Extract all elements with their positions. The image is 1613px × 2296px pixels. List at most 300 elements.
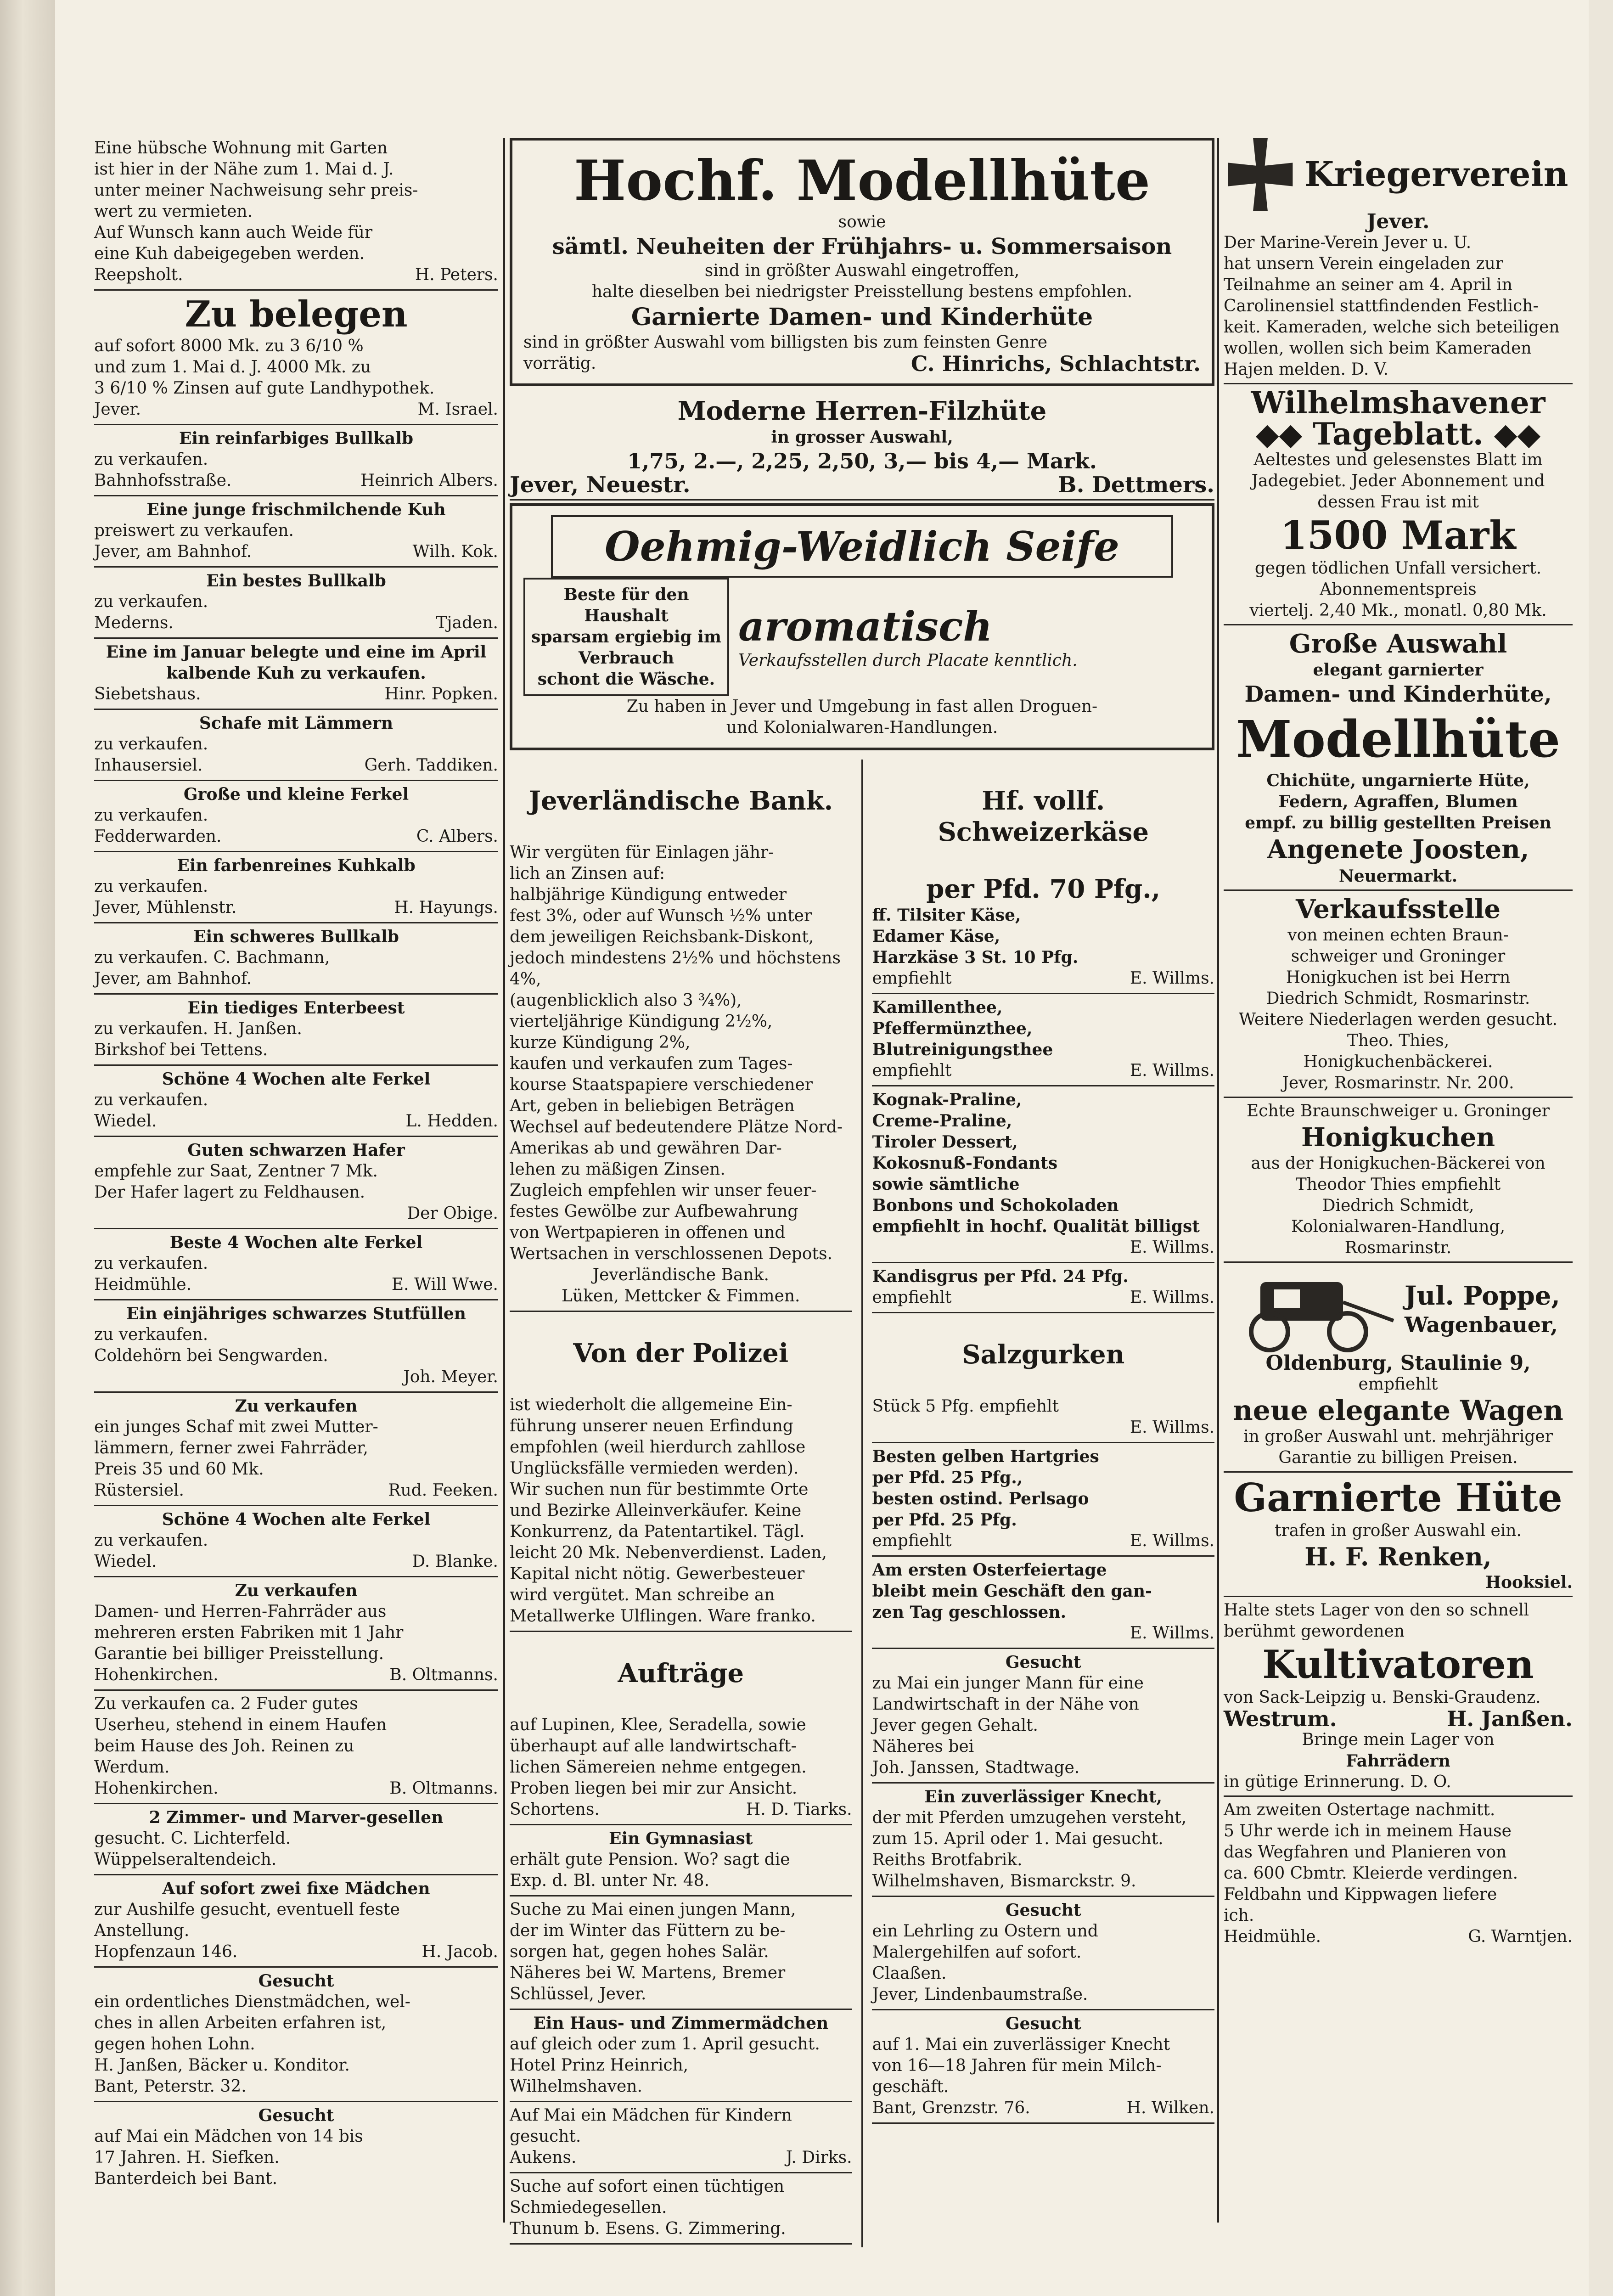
ad-body <box>1224 232 1573 380</box>
classified-ad <box>94 997 498 1061</box>
ad-text: zu verkaufen. <box>94 1254 208 1273</box>
ad-title: Aufträge <box>618 1658 744 1688</box>
ad-text: empfohlen (weil hierdurch zahllose <box>510 1438 806 1457</box>
divider <box>872 1312 1214 1313</box>
ad-signature-row <box>872 1531 1214 1552</box>
divider <box>1224 624 1573 625</box>
ad-text: zum 15. April oder 1. Mai gesucht. <box>872 1829 1163 1848</box>
classified-ad-mann <box>510 1899 852 2005</box>
ad-text: Pfeffermünzthee, <box>872 1019 1033 1038</box>
divider <box>872 1442 1214 1443</box>
classified-ad <box>94 926 498 990</box>
ad-text: zu verkaufen. H. Janßen. <box>94 1019 302 1038</box>
ad-text: Der Hafer lagert zu Feldhausen. <box>94 1183 365 1202</box>
ad-subtitle: in grosser Auswahl, <box>771 428 953 447</box>
ad-text: Theodor Thies empfiehlt <box>1295 1175 1501 1194</box>
classified-ad-bank <box>510 785 852 1307</box>
classified-ad <box>94 713 498 776</box>
classified-ad <box>94 1396 498 1501</box>
column-middle <box>510 138 1214 2247</box>
ad-signature-row <box>94 470 498 491</box>
book-spine <box>0 0 57 2296</box>
ad-signature: H. Peters. <box>415 265 498 284</box>
ad-text: zu verkaufen. <box>94 1531 208 1550</box>
ad-subtitle: elegant garnierter <box>1313 660 1484 680</box>
ad-title: Ein Haus- und Zimmermädchen <box>533 2014 829 2033</box>
ad-heading: Eine junge frischmilchende Kuh <box>146 500 446 519</box>
ad-signature: Angenete Joosten, <box>1267 834 1529 865</box>
ad-text: sind in größter Auswahl eingetroffen, <box>704 261 1020 280</box>
divider <box>94 637 498 639</box>
ad-signature: E. Will Wwe. <box>391 1275 498 1294</box>
ad-text: Jever, Lindenbaumstraße. <box>872 1985 1088 2004</box>
divider <box>1224 1471 1573 1473</box>
ad-text: Preis 35 und 60 Mk. <box>94 1460 264 1479</box>
ad-text: ein junges Schaf mit zwei Mutter- <box>94 1418 378 1436</box>
ad-text: Wüppelseraltendeich. <box>94 1850 277 1869</box>
classified-ad-polizei <box>510 1338 852 1627</box>
divider <box>94 1064 498 1066</box>
ad-text: besten ostind. Perlsago <box>872 1489 1089 1508</box>
ad-signature: Hinr. Popken. <box>384 685 498 703</box>
ad-signature-row <box>94 399 498 420</box>
ad-text: von 16—18 Jahren für mein Milch- <box>872 2056 1162 2075</box>
ad-text: Werdum. <box>94 1758 170 1777</box>
column-middle-left <box>510 760 852 2247</box>
ad-text: ist hier in der Nähe zum 1. Mai d. J. <box>94 160 394 179</box>
ad-text: kaufen und verkaufen zum Tages- <box>510 1054 793 1073</box>
ad-text: per Pfd. 25 Pfg., <box>872 1468 1023 1487</box>
ad-place: empfiehlt <box>872 969 952 988</box>
divider <box>94 495 498 496</box>
ad-text: Wir suchen nun für bestimmte Orte <box>510 1480 809 1499</box>
ad-hochf-modellhuete <box>510 138 1214 386</box>
classified-ad <box>94 784 498 847</box>
ad-signature-row <box>94 1551 498 1572</box>
divider <box>94 922 498 923</box>
ad-signature-row <box>94 613 498 634</box>
divider <box>94 851 498 852</box>
ad-text: lehen zu mäßigen Zinsen. <box>510 1160 725 1179</box>
divider <box>510 2172 852 2173</box>
ad-title: Gesucht <box>1005 1901 1081 1920</box>
ad-signature-row <box>94 1778 498 1799</box>
classified-ad <box>94 570 498 634</box>
ad-title: Honigkuchen <box>1301 1122 1495 1153</box>
ad-text: Hotel Prinz Heinrich, <box>510 2056 689 2075</box>
ad-text: Garantie bei billiger Preisstellung. <box>94 1644 384 1663</box>
ad-place: empfiehlt <box>872 1288 952 1307</box>
seife-claims-box <box>523 578 729 696</box>
ad-text: Auf Mai ein Mädchen für Kindern <box>510 2106 792 2125</box>
ad-big-title: Garnierte Hüte <box>1234 1475 1562 1520</box>
ad-place: empfiehlt <box>872 1531 952 1550</box>
ad-text: lich an Zinsen auf: <box>510 864 665 883</box>
seife-title-box <box>551 515 1173 578</box>
ad-text: auf gleich oder zum 1. April gesucht. <box>510 2035 820 2054</box>
ad-text: hat unsern Verein eingeladen zur <box>1224 254 1503 273</box>
ad-place: Hohenkirchen. <box>94 1779 219 1798</box>
divider <box>94 1391 498 1393</box>
ad-title: Ein zuverlässiger Knecht, <box>924 1787 1163 1806</box>
ad-signature-row <box>94 684 498 705</box>
ad-text: beim Hause des Joh. Reinen zu <box>94 1737 354 1756</box>
ad-place: Wiedel. <box>94 1552 157 1571</box>
ad-place: Jever. <box>94 400 141 419</box>
ad-subtitle: Wagenbauer, <box>1405 1312 1558 1337</box>
ad-text: schont die Wäsche. <box>537 670 715 689</box>
ad-address: Oldenburg, Staulinie 9, <box>1265 1351 1531 1375</box>
ad-heading: Auf sofort zwei fixe Mädchen <box>162 1879 430 1898</box>
ad-text: sparsam ergiebig im Verbrauch <box>531 627 721 668</box>
ad-text: mehreren ersten Fabriken mit 1 Jahr <box>94 1623 404 1642</box>
divider <box>872 2122 1214 2124</box>
ad-text: empf. zu billig gestellten Preisen <box>1245 813 1551 833</box>
classified-ad <box>94 1303 498 1388</box>
ad-text: Zu verkaufen ca. 2 Fuder gutes <box>94 1694 358 1713</box>
ad-text: ist wiederholt die allgemeine Ein- <box>510 1396 792 1414</box>
ad-subtitle: Damen- und Kinderhüte, <box>1244 681 1552 707</box>
ad-signature: E. Willms. <box>1130 1531 1214 1550</box>
ad-signature: L. Hedden. <box>405 1112 498 1131</box>
divider <box>94 1228 498 1229</box>
ad-signature: Jeverländische Bank. <box>592 1266 769 1284</box>
ad-text: Kognak-Praline, <box>872 1090 1022 1109</box>
ad-text: ches in allen Arbeiten erfahren ist, <box>94 2014 387 2032</box>
ad-place: Wiedel. <box>94 1112 157 1131</box>
ad-text: geschäft. <box>872 2077 949 2096</box>
classified-ad-ostern <box>872 1559 1214 1644</box>
ad-text: Am ersten Osterfeiertage <box>872 1560 1107 1580</box>
divider <box>94 1136 498 1137</box>
ad-text: Kolonialwaren-Handlung, <box>1291 1217 1506 1236</box>
divider <box>94 1299 498 1300</box>
ad-text: Amerikas ab und gewähren Dar- <box>510 1139 782 1158</box>
ad-text: Federn, Agraffen, Blumen <box>1278 792 1518 811</box>
classified-ad <box>94 499 498 563</box>
ad-text: lämmern, ferner zwei Fahrräder, <box>94 1439 368 1458</box>
ad-text: keit. Kameraden, welche sich beteiligen <box>1224 318 1560 337</box>
ad-text: auf sofort 8000 Mk. zu 3 6/10 % <box>94 337 364 355</box>
ad-text: Echte Braunschweiger u. Groninger <box>1247 1102 1550 1120</box>
classified-ad-lehrling <box>872 1900 1214 2005</box>
ad-heading: Guten schwarzen Hafer <box>187 1141 405 1160</box>
ad-signature: C. Hinrichs, Schlachtstr. <box>910 351 1201 376</box>
ad-text: Feldbahn und Kippwagen liefere <box>1224 1885 1497 1904</box>
ad-text: Blutreinigungsthee <box>872 1040 1053 1059</box>
ad-signature: H. Jacob. <box>422 1942 498 1961</box>
ad-signature: D. Blanke. <box>412 1552 498 1571</box>
ad-text: Metallwerke Ulflingen. Ware franko. <box>510 1607 816 1626</box>
ad-note: Verkaufsstellen durch Placate kenntlich. <box>738 651 1078 670</box>
classified-ad-gesucht3 <box>872 2013 1214 2119</box>
ad-big-title: Kultivatoren <box>1262 1642 1534 1687</box>
ad-text: Diedrich Schmidt, <box>1322 1196 1474 1215</box>
ad-text: Suche auf sofort einen tüchtigen <box>510 2177 785 2196</box>
ad-signature: H. Hayungs. <box>394 898 498 917</box>
ad-place: Hooksiel. <box>1485 1573 1573 1592</box>
ad-signature: H. D. Tiarks. <box>746 1800 852 1819</box>
ad-text: unter meiner Nachweisung sehr preis- <box>94 181 418 200</box>
ad-signature: H. Wilken. <box>1126 2099 1214 2117</box>
ad-heading: Ein bestes Bullkalb <box>206 571 386 591</box>
ad-text: berühmt gewordenen <box>1224 1622 1405 1641</box>
ad-text: empfiehlt in hochf. Qualität billigst <box>872 1217 1200 1236</box>
ad-text: Näheres bei <box>872 1737 974 1756</box>
ad-text: Diedrich Schmidt, Rosmarinstr. <box>1266 989 1530 1008</box>
divider <box>94 993 498 995</box>
ad-text: Beste für den Haushalt <box>563 585 689 625</box>
ad-text: vierteljährige Kündigung 2½%, <box>510 1012 773 1031</box>
ad-signature-row <box>872 1417 1214 1438</box>
ad-signature-row <box>872 1623 1214 1644</box>
ad-place: Bahnhofsstraße. <box>94 471 232 490</box>
column-rule <box>1217 138 1219 2223</box>
ad-text: Bant, Peterstr. 32. <box>94 2077 247 2096</box>
ad-text: zu verkaufen. <box>94 592 208 611</box>
divider <box>94 1689 498 1691</box>
ad-text: bleibt mein Geschäft den gan- <box>872 1581 1152 1601</box>
divider <box>94 780 498 781</box>
ad-text: ein ordentliches Dienstmädchen, wel- <box>94 1992 410 2011</box>
ad-heading: Ein einjähriges schwarzes Stutfüllen <box>126 1304 466 1323</box>
classified-ad <box>94 1694 498 1799</box>
classified-ad <box>94 1970 498 2097</box>
ad-text: zu verkaufen. <box>94 1325 208 1344</box>
classified-ad <box>94 855 498 918</box>
ad-signature: E. Willms. <box>1130 1238 1214 1257</box>
ad-text: ich. <box>1224 1906 1254 1925</box>
ad-text: leicht 20 Mk. Nebenverdienst. Laden, <box>510 1543 827 1562</box>
ad-signature-row <box>872 968 1214 989</box>
divider <box>1224 889 1573 891</box>
ad-text: Teilnahme an seiner am 4. April in <box>1224 276 1513 294</box>
ad-text: Honigkuchen ist bei Herrn <box>1286 968 1511 987</box>
ad-text: Kandisgrus per Pfd. 24 Pfg. <box>872 1267 1129 1286</box>
ad-signature: Wilh. Kok. <box>412 542 498 561</box>
ad-text: das Wegfahren und Planieren von <box>1224 1843 1507 1862</box>
ad-text: halte dieselben bei niedrigster Preisstellung bestens empfohlen. <box>591 282 1133 301</box>
classified-ad-auftraege <box>510 1658 852 1820</box>
ad-title: Gesucht <box>1005 1653 1081 1672</box>
ad-signature-row <box>94 755 498 776</box>
ad-signature: Heinrich Albers. <box>360 471 498 490</box>
ad-text: 4%, <box>510 970 541 989</box>
divider <box>872 1262 1214 1263</box>
classified-ad <box>94 1069 498 1132</box>
ad-text: gesucht. C. Lichterfeld. <box>94 1829 291 1848</box>
divider <box>872 1555 1214 1557</box>
ad-text: Landwirtschaft in der Nähe von <box>872 1695 1139 1714</box>
ad-text: Rosmarinstr. <box>1344 1238 1452 1257</box>
ad-signature: Joh. Meyer. <box>403 1367 498 1386</box>
ad-place: Bant, Grenzstr. 76. <box>872 2099 1030 2117</box>
ad-signature: M. Israel. <box>417 400 498 419</box>
ad-heading: Schöne 4 Wochen alte Ferkel <box>162 1069 431 1089</box>
ad-signature: E. Willms. <box>1130 1418 1214 1437</box>
ad-text: Schlüssel, Jever. <box>510 1985 646 2003</box>
ad-text: Fahrrädern <box>1346 1751 1450 1771</box>
ad-oehmig-seife <box>510 503 1214 750</box>
ad-heading: Ein farbenreines Kuhkalb <box>177 856 416 875</box>
divider <box>94 1966 498 1968</box>
classified-ad <box>94 428 498 491</box>
ad-text: Birkshof bei Tettens. <box>94 1041 268 1059</box>
ad-text: Stück 5 Pfg. empfiehlt <box>872 1397 1059 1416</box>
ad-signature-row <box>872 1237 1214 1258</box>
ad-title: Salzgurken <box>962 1339 1125 1370</box>
ad-signature: Tjaden. <box>436 613 498 632</box>
ad-text: Halte stets Lager von den so schnell <box>1224 1601 1529 1620</box>
ad-text: und Bezirke Alleinverkäufer. Keine <box>510 1501 802 1520</box>
ad-text: Unglücksfälle vermieden werden). <box>510 1459 799 1478</box>
ad-title: Ein Gymnasiast <box>609 1829 753 1848</box>
ad-text: Besten gelben Hartgries <box>872 1447 1099 1466</box>
ad-text: zur Aushilfe gesucht, eventuell feste <box>94 1900 400 1919</box>
ad-signature-row <box>510 2147 852 2168</box>
ad-text: Honigkuchenbäckerei. <box>1303 1052 1493 1071</box>
ad-body <box>1224 925 1573 1094</box>
ad-place: Neuermarkt. <box>1338 867 1458 886</box>
ad-place: Jever, Neuestr. <box>510 472 691 498</box>
seife-right <box>738 602 1078 671</box>
ad-signature-row <box>510 1799 852 1820</box>
divider <box>510 1311 852 1312</box>
ad-heading: Ein tiediges Enterbeest <box>187 998 405 1018</box>
classified-ad-pralinen <box>872 1089 1214 1258</box>
ad-text: dem jeweiligen Reichsbank-Diskont, <box>510 928 814 946</box>
ad-text: und Kolonialwaren-Handlungen. <box>726 718 998 737</box>
ad-text: Theo. Thies, <box>1347 1031 1450 1050</box>
divider <box>1224 383 1573 384</box>
ad-text: Art, geben in beliebigen Beträgen <box>510 1097 795 1115</box>
ad-subtitle: Jever. <box>1366 210 1430 233</box>
ad-body <box>1224 770 1573 833</box>
ad-text: sorgen hat, gegen hohes Salär. <box>510 1942 769 1961</box>
divider <box>510 1631 852 1632</box>
ad-text: Thunum b. Esens. G. Zimmering. <box>510 2219 786 2238</box>
divider <box>872 1648 1214 1649</box>
ad-text: auf 1. Mai ein zuverlässiger Knecht <box>872 2035 1170 2054</box>
divider <box>94 424 498 425</box>
ad-signature-row <box>94 1274 498 1295</box>
ad-price: per Pfd. 70 Pfg., <box>926 874 1161 904</box>
classified-ad <box>94 1140 498 1224</box>
ad-signature-row <box>94 826 498 847</box>
ad-text: auf Lupinen, Klee, Seradella, sowie <box>510 1716 806 1734</box>
ad-text: Edamer Käse, <box>872 927 1000 946</box>
classified-ad <box>94 1807 498 1870</box>
divider <box>94 1576 498 1577</box>
divider <box>94 1803 498 1804</box>
ad-text: Tiroler Dessert, <box>872 1132 1018 1152</box>
ad-subtitle: aromatisch <box>738 602 993 650</box>
classified-ad <box>94 293 498 420</box>
divider <box>510 2243 852 2245</box>
divider <box>1224 1097 1573 1098</box>
ad-text: Exp. d. Bl. unter Nr. 48. <box>510 1871 709 1890</box>
ad-text: Bringe mein Lager von <box>1302 1730 1495 1749</box>
ad-text: gesucht. <box>510 2127 581 2146</box>
ad-text: Konkurrenz, da Patentartikel. Tägl. <box>510 1522 805 1541</box>
classified-ad-tee <box>872 997 1214 1081</box>
ad-text: Schmiedegesellen. <box>510 2198 667 2217</box>
ad-title: Moderne Herren-Filzhüte <box>677 396 1047 426</box>
ad-big-title: Modellhüte <box>1236 709 1561 769</box>
ad-text: Carolinensiel stattfindenden Festlich- <box>1224 297 1539 315</box>
ad-herren-filzhuete <box>510 395 1214 498</box>
divider <box>510 2101 852 2102</box>
ad-subtitle: Garnierte Damen- und Kinderhüte <box>631 303 1093 331</box>
ad-text: der mit Pferden umzugehen versteht, <box>872 1808 1187 1827</box>
ad-heading: Beste 4 Wochen alte Ferkel <box>169 1233 423 1252</box>
classified-ad-maedchen <box>510 2105 852 2168</box>
ad-poppe-header <box>1224 1266 1573 1353</box>
ad-heading: Ein reinfarbiges Bullkalb <box>179 429 414 448</box>
ad-title: Von der Polizei <box>573 1338 789 1368</box>
ad-text: Jever gegen Gehalt. <box>872 1716 1038 1735</box>
ad-place: Heidmühle. <box>1224 1927 1321 1946</box>
ad-text: 17 Jahren. H. Siefken. <box>94 2148 280 2167</box>
ad-text: zen Tag geschlossen. <box>872 1603 1067 1622</box>
classified-ad-kaese <box>872 785 1214 989</box>
ad-place: Reepsholt. <box>94 265 183 284</box>
column-rule <box>503 138 505 2223</box>
ad-text: sowie <box>838 213 886 231</box>
ad-signature-row <box>94 541 498 563</box>
classified-ad <box>94 138 498 286</box>
ad-text: Auf Wunsch kann auch Weide für <box>94 223 373 242</box>
divider <box>510 2009 852 2010</box>
ad-amount: 1500 Mark <box>1280 512 1516 558</box>
ad-signature: E. Willms. <box>1130 1061 1214 1080</box>
ad-place: Jever, Mühlenstr. <box>94 898 237 917</box>
ad-place: Mederns. <box>94 613 174 632</box>
ad-text: zu verkaufen. <box>94 806 208 825</box>
ad-text: Am zweiten Ostertage nachmitt. <box>1224 1801 1495 1819</box>
ad-title: Jul. Poppe, <box>1405 1281 1560 1311</box>
ad-place: Heidmühle. <box>94 1275 192 1294</box>
ad-signature: B. Oltmanns. <box>389 1666 498 1684</box>
ad-text: kurze Kündigung 2%, <box>510 1033 691 1052</box>
divider <box>94 709 498 710</box>
column-rule <box>861 760 863 2247</box>
ad-text: Suche zu Mai einen jungen Mann, <box>510 1900 796 1919</box>
ad-text: 5 Uhr werde ich in meinem Hause <box>1224 1822 1512 1840</box>
ad-text: lichen Sämereien nehme entgegen. <box>510 1758 807 1777</box>
ad-text: wird vergütet. Man schreibe an <box>510 1586 775 1604</box>
classified-ad-gries <box>872 1446 1214 1552</box>
classified-ad <box>94 1580 498 1686</box>
ad-heading: Zu verkaufen <box>235 1396 358 1416</box>
classified-ad-kandis <box>872 1266 1214 1308</box>
column-left <box>94 138 498 2193</box>
ad-signature-row <box>94 1665 498 1686</box>
ad-text: Eine hübsche Wohnung mit Garten <box>94 139 388 158</box>
ad-text: sind in größter Auswahl vom billigsten bis zum feinsten Genre <box>523 333 1048 352</box>
ad-text: fest 3%, oder auf Wunsch ½% unter <box>510 906 812 925</box>
ad-text: zu verkaufen. <box>94 450 208 469</box>
ad-text: Hajen melden. D. V. <box>1224 360 1388 379</box>
ad-text: und zum 1. Mai d. J. 4000 Mk. zu <box>94 358 371 377</box>
ad-signature: H. F. Renken, <box>1304 1542 1492 1571</box>
ad-text: Garantie zu billigen Preisen. <box>1278 1448 1518 1467</box>
ad-title: Oehmig-Weidlich Seife <box>605 523 1119 570</box>
ad-title: ◆◆ Tageblatt. ◆◆ <box>1255 416 1541 452</box>
ad-heading: Ein schweres Bullkalb <box>193 927 399 946</box>
ad-signature: H. Janßen. <box>1446 1706 1573 1731</box>
ad-text: auf Mai ein Mädchen von 14 bis <box>94 2127 363 2146</box>
